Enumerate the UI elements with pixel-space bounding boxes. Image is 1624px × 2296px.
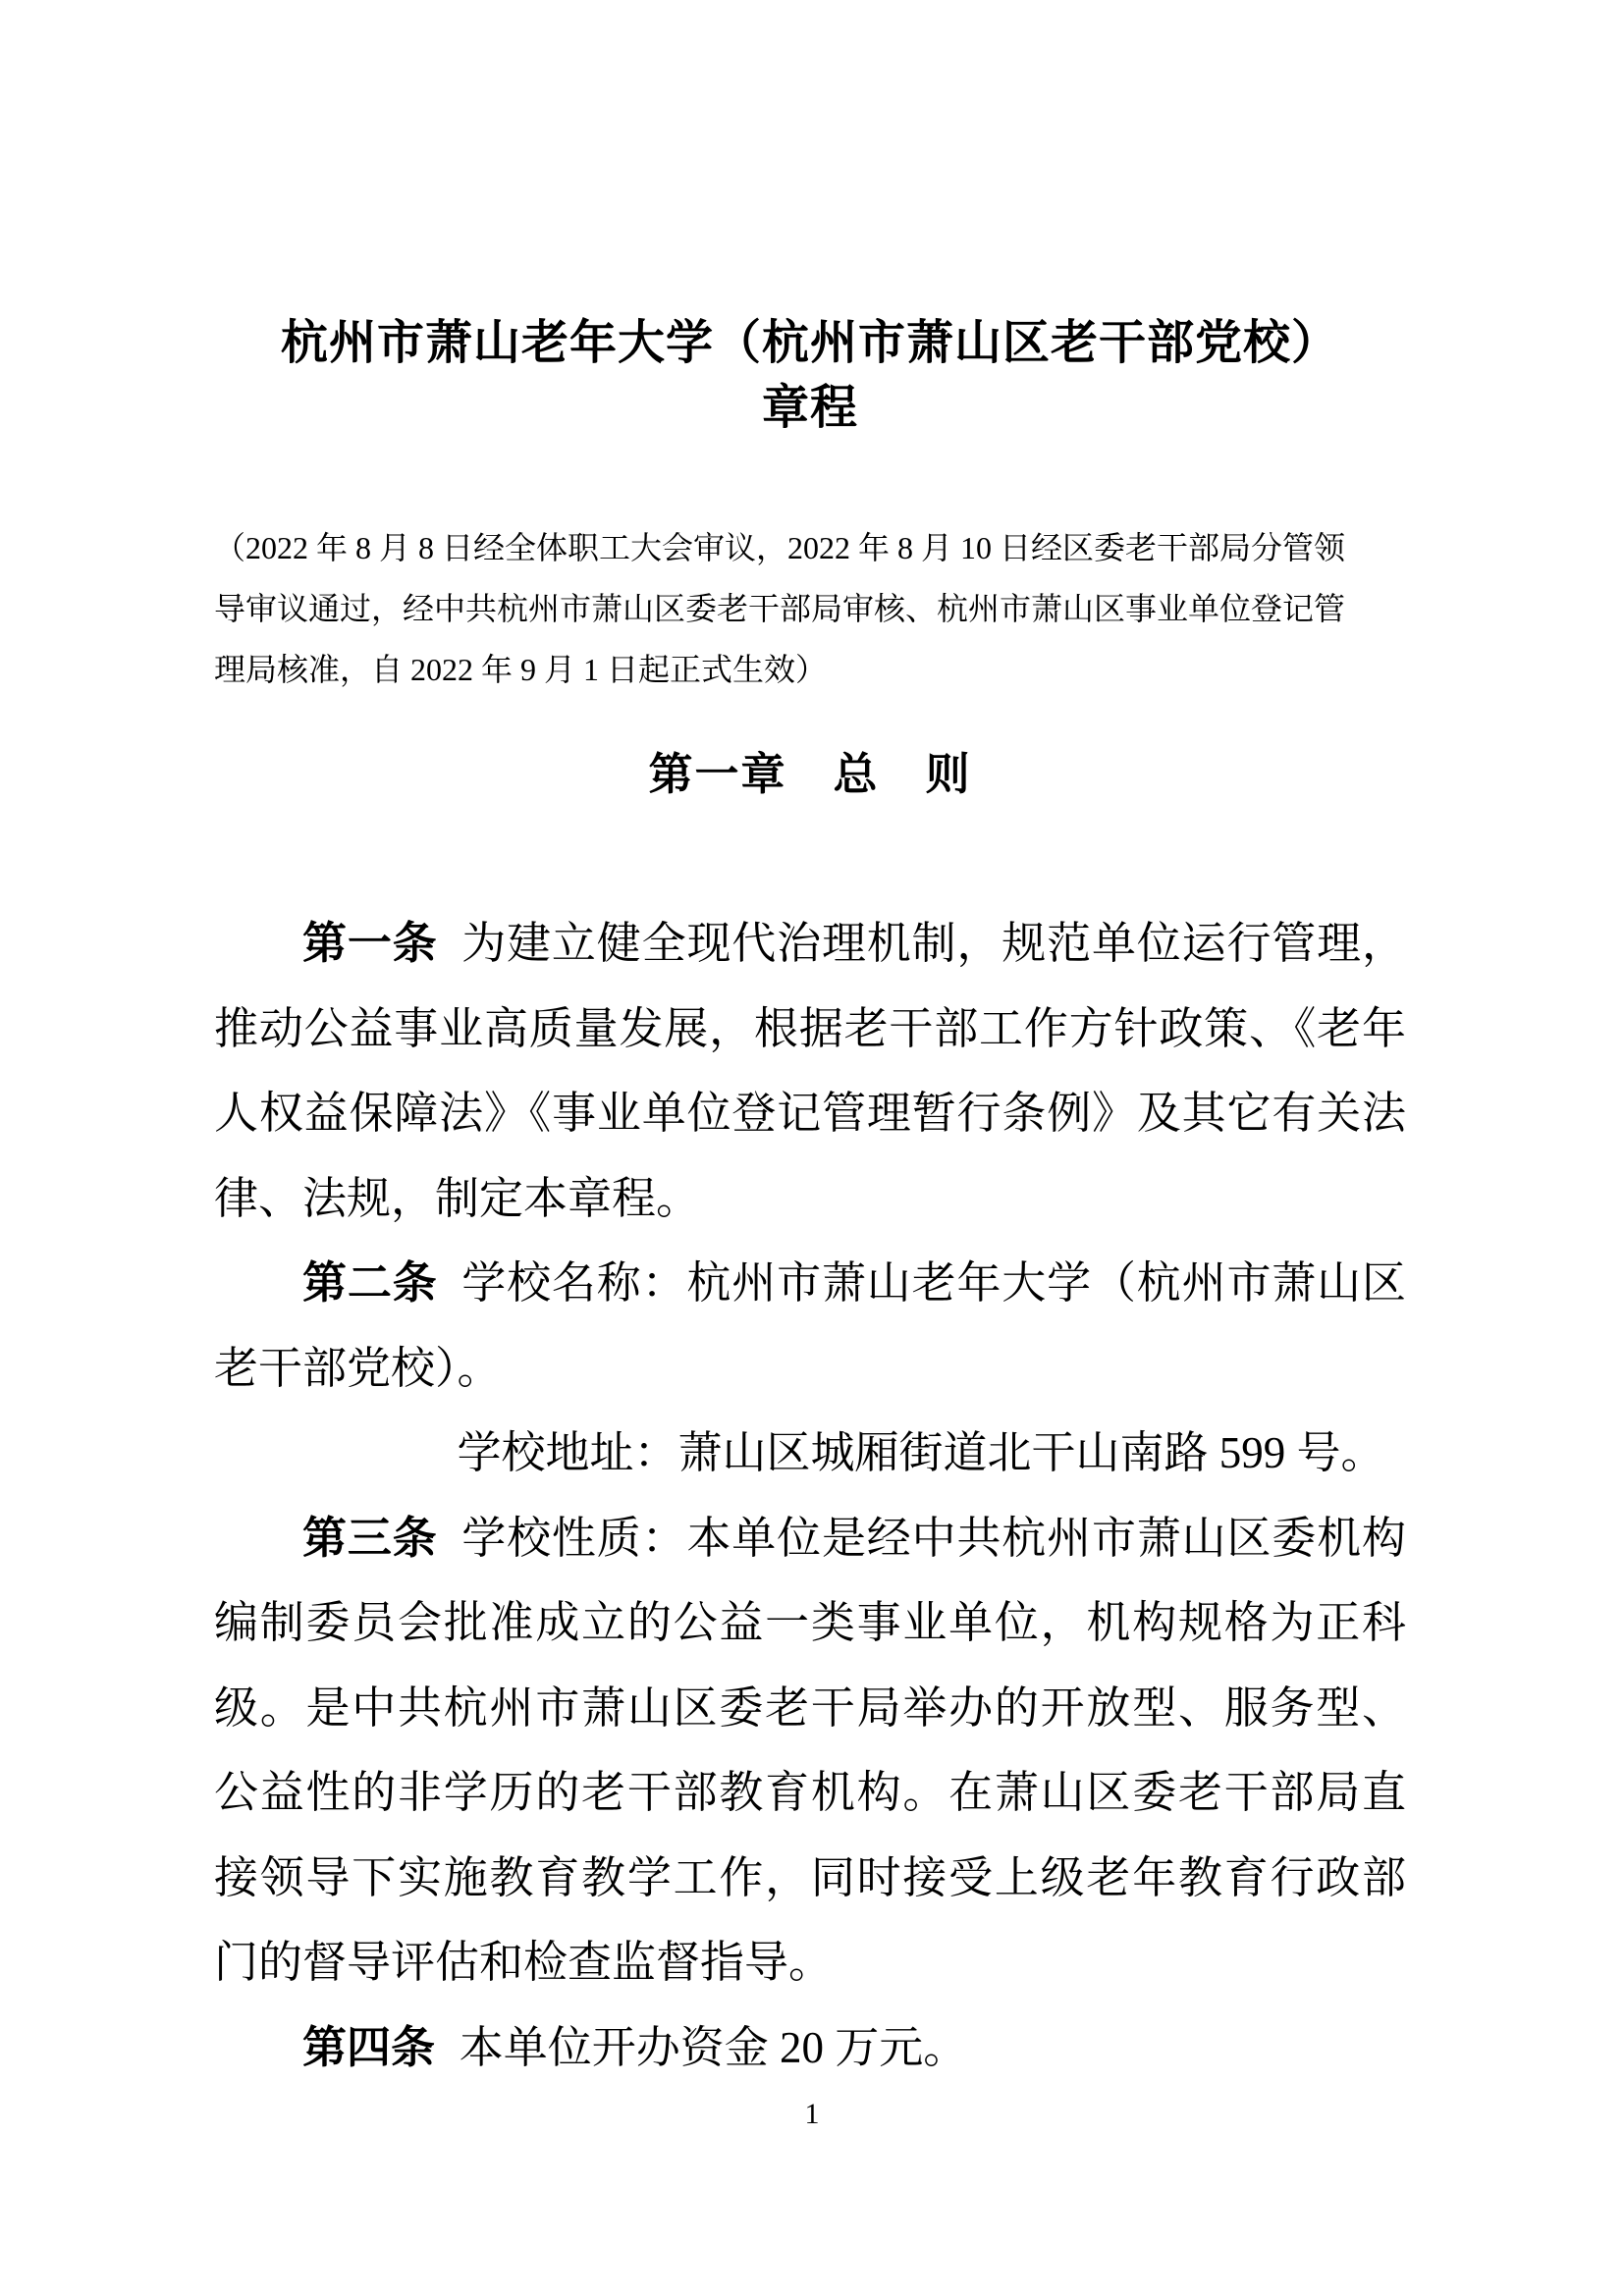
approval-note-line-1: （2022 年 8 月 8 日经全体职工大会审议，2022 年 8 月 10 日经区委老干部局分管领	[214, 530, 1346, 565]
article-4	[214, 2005, 1406, 2091]
article-1-text: 为建立健全现代治理机制，规范单位运行管理，推动公益事业高质量发展，根据老干部工作方针政策、《老年人权益保障法》《事业单位登记管理暂行条例》及其它有关法律、法规，制定本章程。	[214, 919, 1406, 1223]
article-4-label: 第四条	[302, 2021, 436, 2072]
document-title-line2: 章程	[761, 382, 858, 434]
article-3	[214, 1496, 1406, 2005]
article-2	[214, 1241, 1406, 1411]
article-1	[214, 901, 1406, 1241]
document-title	[214, 311, 1406, 441]
chapter-heading: 第一章 总 则	[648, 749, 972, 799]
document-title-line1: 杭州市萧山老年大学（杭州市萧山区老干部党校）	[280, 317, 1339, 369]
page-number: 1	[804, 2098, 820, 2130]
article-3-label: 第三条	[302, 1512, 438, 1563]
article-2-address	[214, 1411, 1406, 1496]
article-3-text: 学校性质：本单位是经中共杭州市萧山区委机构编制委员会批准成立的公益一类事业单位，机构规格为正科级。是中共杭州市萧山区委老干局举办的开放型、服务型、公益性的非学历的老干部教育机构。在萧山区委老干部局直接领导下实施教育教学工作，同时接受上级老年教育行政部门的督导评估和检查监督指导。	[214, 1513, 1406, 1987]
article-2-address-text: 学校地址：萧山区城厢街道北干山南路 599 号。	[457, 1428, 1385, 1477]
approval-note-line-3: 理局核准，自 2022 年 9 月 1 日起正式生效）	[214, 652, 828, 687]
approval-note-line-2: 导审议通过，经中共杭州市萧山区委老干部局审核、杭州市萧山区事业单位登记管	[214, 591, 1346, 626]
articles-section	[214, 901, 1406, 2090]
article-4-text: 本单位开办资金 20 万元。	[459, 2022, 968, 2072]
approval-note	[214, 517, 1406, 700]
article-2-text: 学校名称：杭州市萧山老年大学（杭州市萧山区老干部党校）。	[214, 1258, 1406, 1393]
article-1-label: 第一条	[302, 918, 438, 968]
article-2-label: 第二条	[302, 1257, 438, 1308]
